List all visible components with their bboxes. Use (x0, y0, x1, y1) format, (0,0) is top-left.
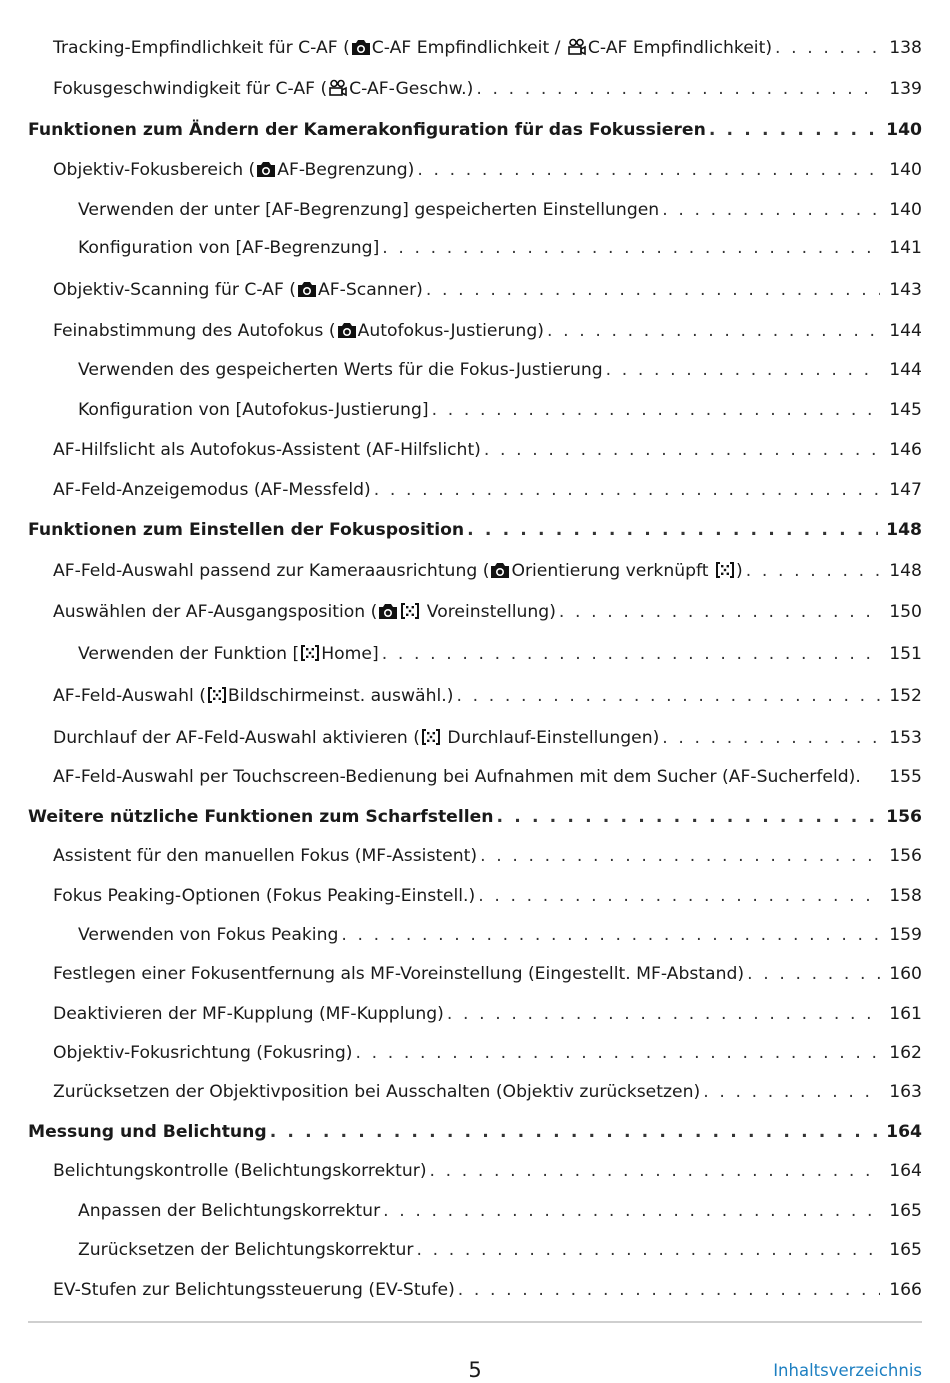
toc-entry-text: Orientierung verknüpft (511, 560, 715, 581)
toc-page-number: 140 (886, 120, 922, 140)
af-target-icon (299, 644, 321, 664)
toc-entry-text: Feinabstimmung des Autofokus ( (53, 321, 336, 342)
toc-entry-title (53, 438, 481, 462)
toc-entry-text: Messung und Belichtung (28, 1121, 267, 1142)
toc-page-number: 161 (889, 1003, 922, 1024)
dot-leader (426, 278, 880, 302)
toc-entry-text: Konfiguration von [AF-Begrenzung] (78, 238, 380, 259)
toc-entry-text: C-AF Empfindlichkeit) (587, 38, 773, 58)
dot-leader (747, 962, 880, 986)
toc-entry[interactable] (0, 642, 950, 666)
toc-page-number: 138 (889, 38, 922, 58)
toc-entry[interactable] (0, 600, 950, 624)
toc-entry-text: Deaktivieren der MF-Kupplung (MF-Kupplung) (53, 1003, 444, 1024)
toc-entry[interactable] (0, 118, 950, 142)
toc-entry-title (78, 358, 603, 382)
dot-leader (746, 559, 880, 583)
toc-entry-title (28, 118, 706, 142)
toc-entry-title (53, 158, 414, 182)
toc-entry[interactable] (0, 684, 950, 708)
toc-entry-title (53, 726, 659, 750)
toc-entry-text: Voreinstellung) (421, 602, 556, 623)
dot-leader (606, 358, 880, 382)
toc-entry-title (28, 518, 464, 542)
toc-entry-text: AF-Feld-Anzeigemodus (AF-Messfeld) (53, 479, 371, 500)
camera-icon (350, 38, 372, 58)
toc-page-number: 152 (889, 685, 922, 706)
toc-entry[interactable] (0, 278, 950, 302)
toc-page-number: 156 (886, 806, 922, 827)
toc-entry-text: Verwenden der unter [AF-Begrenzung] gespeicherten Einstellungen (78, 199, 660, 220)
toc-page-number: 145 (889, 400, 922, 420)
toc-entry-title (53, 844, 477, 868)
dot-leader (416, 1238, 880, 1262)
toc-entry-text: Objektiv-Scanning für C-AF ( (53, 279, 296, 300)
toc-entry-title (78, 236, 379, 260)
af-target-icon (420, 728, 442, 748)
dot-leader (383, 1199, 880, 1223)
toc-page-number: 166 (889, 1279, 922, 1300)
toc-entry-text: ) (736, 560, 743, 581)
toc-entry[interactable] (0, 36, 950, 60)
camera-icon (255, 160, 277, 180)
toc-entry[interactable] (0, 319, 950, 343)
dot-leader (382, 642, 880, 666)
toc-entry[interactable] (0, 962, 950, 986)
toc-entry-title (53, 1278, 455, 1302)
toc-entry[interactable] (0, 1199, 950, 1223)
toc-entry-title (53, 684, 453, 708)
toc-entry[interactable] (0, 438, 950, 462)
af-target-icon (399, 602, 421, 622)
dot-leader (467, 518, 878, 542)
toc-page-number: 165 (889, 1200, 922, 1221)
toc-entry-title (78, 198, 659, 222)
toc-entry[interactable] (0, 844, 950, 868)
toc-entry-text: Funktionen zum Ändern der Kamerakonfiguration für das Fokussieren (28, 120, 706, 140)
dot-leader (447, 1002, 880, 1026)
toc-page-number: 160 (889, 964, 922, 985)
af-target-icon (206, 686, 228, 706)
toc-entry[interactable] (0, 923, 950, 947)
dot-leader (497, 805, 879, 829)
dot-leader (374, 478, 880, 502)
toc-entry-text: C-AF-Geschw.) (349, 78, 474, 99)
toc-entry-title (53, 319, 544, 343)
dot-leader (458, 1278, 880, 1302)
toc-entry-text: Weitere nützliche Funktionen zum Scharfstellen (28, 806, 494, 827)
toc-entry[interactable] (0, 236, 950, 260)
toc-entry-title (53, 559, 743, 583)
toc-page-number: 164 (889, 1161, 922, 1182)
toc-entry-text: AF-Hilfslicht als Autofokus-Assistent (AF-Hilfslicht) (53, 439, 481, 460)
toc-entry-title (53, 1002, 444, 1026)
dot-leader (662, 198, 880, 222)
toc-entry[interactable] (0, 1278, 950, 1302)
toc-entry-title (78, 1238, 413, 1262)
toc-page-number: 151 (889, 643, 922, 664)
dot-leader (775, 36, 880, 60)
toc-entry-text: AF-Scanner) (318, 279, 423, 300)
toc-entry-title (53, 884, 475, 908)
toc-entry-title (53, 1159, 427, 1183)
toc-entry[interactable] (0, 358, 950, 382)
toc-entry-title (53, 1080, 700, 1104)
dot-leader (478, 884, 880, 908)
af-target-icon (714, 561, 736, 581)
toc-entry-text: Auswählen der AF-Ausgangsposition ( (53, 602, 378, 623)
dot-leader (709, 118, 878, 142)
toc-entry-text: AF-Begrenzung) (277, 159, 415, 180)
toc-entry-title (78, 642, 379, 666)
dot-leader (484, 438, 880, 462)
toc-entry-text: Verwenden der Funktion [ (78, 643, 300, 664)
toc-entry-text: Funktionen zum Einstellen der Fokusposition (28, 519, 465, 540)
toc-entry[interactable] (0, 726, 950, 750)
dot-leader (270, 1120, 878, 1144)
toc-entry[interactable] (0, 398, 950, 422)
toc-page-number: 165 (889, 1240, 922, 1261)
toc-entry-title (28, 1120, 267, 1144)
toc-link[interactable]: Inhaltsverzeichnis (773, 1361, 922, 1380)
toc-entry-text: Tracking-Empfindlichkeit für C-AF ( (53, 38, 350, 58)
toc-entry-title (53, 600, 556, 624)
toc-entry-title (28, 805, 494, 829)
toc-entry[interactable] (0, 884, 950, 908)
dot-leader (382, 236, 880, 260)
dot-leader (341, 923, 880, 947)
camera-icon (296, 280, 318, 300)
toc-entry-text: Fokus Peaking-Optionen (Fokus Peaking-Einstell.) (53, 885, 476, 906)
toc-page-number: 148 (886, 519, 922, 540)
toc-page-number: 162 (889, 1043, 922, 1063)
toc-entry-text: Home] (321, 643, 379, 664)
toc-entry[interactable] (0, 158, 950, 182)
toc-page-number: 140 (889, 159, 922, 180)
toc-page-number: 148 (889, 560, 922, 581)
dot-leader (480, 844, 880, 868)
dot-leader (430, 1159, 880, 1183)
toc-entry-title (53, 278, 423, 302)
toc-entry-text: Autofokus-Justierung) (357, 321, 544, 342)
toc-entry[interactable] (0, 1159, 950, 1183)
movie-icon (327, 79, 349, 99)
dot-leader (662, 726, 880, 750)
toc-entry-text: Festlegen einer Fokusentfernung als MF-Voreinstellung (Eingestellt. MF-Abstand) (53, 964, 745, 985)
page-number: 5 (468, 1358, 482, 1382)
dot-leader (547, 319, 880, 343)
toc-entry-text: AF-Feld-Auswahl ( (53, 685, 206, 706)
toc-page-number: 163 (889, 1082, 922, 1103)
toc-entry-text: Durchlauf-Einstellungen) (441, 727, 660, 748)
movie-icon (566, 38, 588, 58)
toc-entry[interactable] (0, 1080, 950, 1104)
toc-page-number: 144 (889, 360, 922, 381)
toc-entry[interactable] (0, 478, 950, 502)
toc-entry-text: EV-Stufen zur Belichtungssteuerung (EV-Stufe) (53, 1279, 455, 1300)
toc-page-number: 155 (889, 767, 922, 788)
toc-entry-text: C-AF Empfindlichkeit / (371, 38, 566, 58)
toc-entry-text: Zurücksetzen der Objektivposition bei Ausschalten (Objektiv zurücksetzen) (53, 1082, 701, 1103)
dot-leader (355, 1041, 880, 1065)
toc-page-number: 139 (889, 78, 922, 99)
toc-page-number: 143 (889, 279, 922, 300)
toc-entry[interactable] (0, 1041, 950, 1065)
dot-leader (417, 158, 880, 182)
dot-leader (432, 398, 880, 422)
dot-leader (703, 1080, 880, 1104)
toc-page-number: 144 (889, 321, 922, 342)
toc-entry-text: Konfiguration von [Autofokus-Justierung] (78, 400, 429, 420)
toc-entry-title (53, 77, 473, 101)
toc-entry-title (53, 478, 371, 502)
toc-entry[interactable] (0, 518, 950, 542)
toc-page-number: 147 (889, 479, 922, 500)
toc-entry-text: Bildschirmeinst. auswähl.) (227, 685, 454, 706)
toc-entry[interactable] (0, 198, 950, 222)
camera-icon (377, 602, 399, 622)
toc-page-number: 164 (886, 1121, 922, 1142)
camera-icon (336, 321, 358, 341)
dot-leader (456, 684, 880, 708)
toc-entry-text: Objektiv-Fokusrichtung (Fokusring) (53, 1043, 353, 1063)
toc-entry-text: Verwenden des gespeicherten Werts für die Fokus-Justierung (78, 360, 603, 381)
toc-entry-text: Verwenden von Fokus Peaking (78, 925, 339, 946)
toc-entry-text: Fokusgeschwindigkeit für C-AF ( (53, 78, 328, 99)
toc-entry-title (53, 36, 772, 60)
toc-entry[interactable] (0, 1002, 950, 1026)
toc-entry-text: AF-Feld-Auswahl per Touchscreen-Bedienung bei Aufnahmen mit dem Sucher (AF-Sucherfeld). (53, 767, 861, 788)
toc-entry-text: Objektiv-Fokusbereich ( (53, 159, 256, 180)
toc-entry-title (78, 398, 429, 422)
toc-entry[interactable] (0, 559, 950, 583)
toc-entry-text: Assistent für den manuellen Fokus (MF-Assistent) (53, 846, 478, 867)
toc-entry[interactable] (0, 805, 950, 829)
toc-entry-title (78, 1199, 380, 1223)
toc-entry-text: Belichtungskontrolle (Belichtungskorrektur) (53, 1161, 427, 1182)
toc-entry-text: AF-Feld-Auswahl passend zur Kameraausrichtung ( (53, 560, 490, 581)
toc-entry[interactable] (0, 77, 950, 101)
toc-entry-text: Durchlauf der AF-Feld-Auswahl aktivieren ( (53, 727, 420, 748)
toc-entry-title (53, 962, 744, 986)
toc-entry-title (78, 923, 338, 947)
dot-leader (559, 600, 880, 624)
toc-entry[interactable] (0, 1120, 950, 1144)
toc-entry[interactable] (0, 1238, 950, 1262)
toc-page-number: 156 (889, 846, 922, 867)
toc-page-number: 150 (889, 602, 922, 623)
toc-page-number: 159 (889, 925, 922, 946)
dot-leader (476, 77, 880, 101)
toc-page-number: 153 (889, 727, 922, 748)
toc-entry-title (53, 765, 861, 789)
toc-entry[interactable] (0, 765, 950, 789)
toc-page-number: 140 (889, 199, 922, 220)
toc-page-number: 158 (889, 885, 922, 906)
toc-entry-text: Zurücksetzen der Belichtungskorrektur (78, 1240, 414, 1261)
footer-divider (28, 1321, 922, 1323)
toc-entry-text: Anpassen der Belichtungskorrektur (78, 1200, 381, 1221)
toc-page-number: 141 (889, 238, 922, 259)
toc-entry-title (53, 1041, 352, 1065)
toc-page-number: 146 (889, 439, 922, 460)
camera-icon (489, 561, 511, 581)
